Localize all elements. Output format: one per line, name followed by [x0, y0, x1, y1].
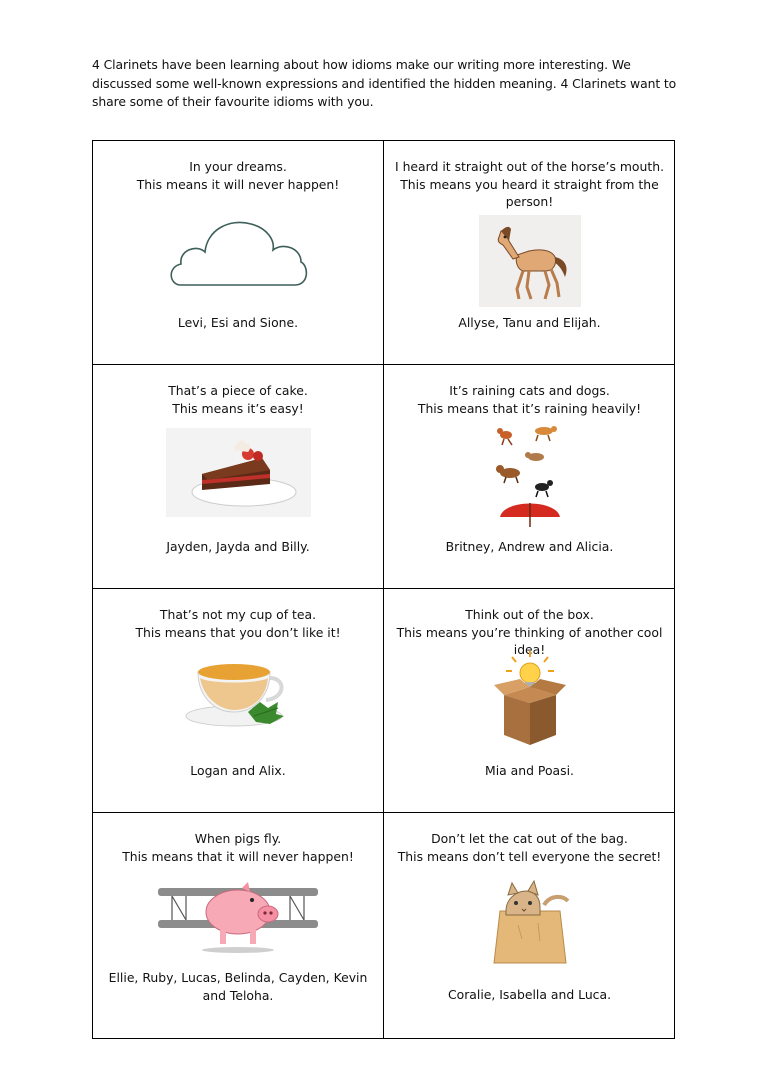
idiom-phrase: Think out of the box. [465, 607, 594, 622]
idiom-phrase: It’s raining cats and dogs. [449, 383, 610, 398]
idiom-meaning: This means it’s easy! [172, 400, 304, 416]
idiom-cell-dreams [93, 141, 384, 365]
idiom-text [388, 382, 671, 417]
lightbulb-box-icon [384, 649, 675, 749]
idiom-text [388, 158, 671, 211]
cat-in-bag-icon [384, 879, 675, 965]
idiom-cell-box [384, 589, 675, 813]
idiom-text [97, 382, 379, 417]
idiom-text [388, 830, 671, 865]
idiom-cell-horse [384, 141, 675, 365]
idiom-phrase: In your dreams. [189, 159, 287, 174]
idiom-text [97, 158, 379, 193]
horse-icon [384, 215, 675, 307]
cake-icon [93, 428, 383, 517]
idiom-phrase: When pigs fly. [194, 831, 282, 846]
idioms-table [92, 140, 675, 1039]
idiom-phrase: That’s a piece of cake. [168, 383, 308, 398]
student-names: Ellie, Ruby, Lucas, Belinda, Cayden, Kevin and Teloha. [108, 970, 368, 1003]
idiom-cell-rain [384, 365, 675, 589]
idiom-meaning: This means don’t tell everyone the secret! [397, 848, 662, 864]
student-names: Coralie, Isabella and Luca. [447, 987, 612, 1002]
intro-paragraph: 4 Clarinets have been learning about how idioms make our writing more interesting. We discussed some well-known expressions and identified the hidden meaning. 4 Clarinets want to share some of their favourite idioms with you. [92, 57, 677, 110]
idiom-cell-cat-bag [384, 813, 675, 1038]
idiom-meaning: This means that you don’t like it! [135, 624, 341, 640]
idiom-cell-tea [93, 589, 384, 813]
student-names: Allyse, Tanu and Elijah. [458, 315, 601, 330]
idiom-meaning: This means you’re thinking of another cool idea! [396, 624, 663, 657]
idiom-text [97, 606, 379, 641]
idiom-meaning: This means it will never happen! [136, 176, 340, 192]
teacup-icon [93, 652, 383, 732]
idiom-phrase: I heard it straight out of the horse’s mouth. [394, 159, 665, 174]
student-names: Logan and Alix. [190, 763, 286, 778]
idiom-phrase: That’s not my cup of tea. [159, 607, 317, 622]
idiom-cell-pigs [93, 813, 384, 1038]
cats-dogs-umbrella-icon [384, 423, 675, 527]
student-names: Jayden, Jayda and Billy. [166, 539, 310, 554]
idiom-meaning: This means that it’s raining heavily! [417, 400, 642, 416]
student-names: Mia and Poasi. [485, 763, 574, 778]
flying-pig-icon [93, 880, 383, 954]
student-names: Britney, Andrew and Alicia. [445, 539, 614, 554]
cloud-icon [93, 214, 383, 290]
student-names: Levi, Esi and Sione. [177, 315, 299, 330]
idiom-meaning: This means that it will never happen! [122, 848, 354, 864]
idiom-text [97, 830, 379, 865]
idiom-cell-cake [93, 365, 384, 589]
idiom-phrase: Don’t let the cat out of the bag. [431, 831, 628, 846]
idiom-meaning: This means you heard it straight from the person! [400, 176, 659, 209]
